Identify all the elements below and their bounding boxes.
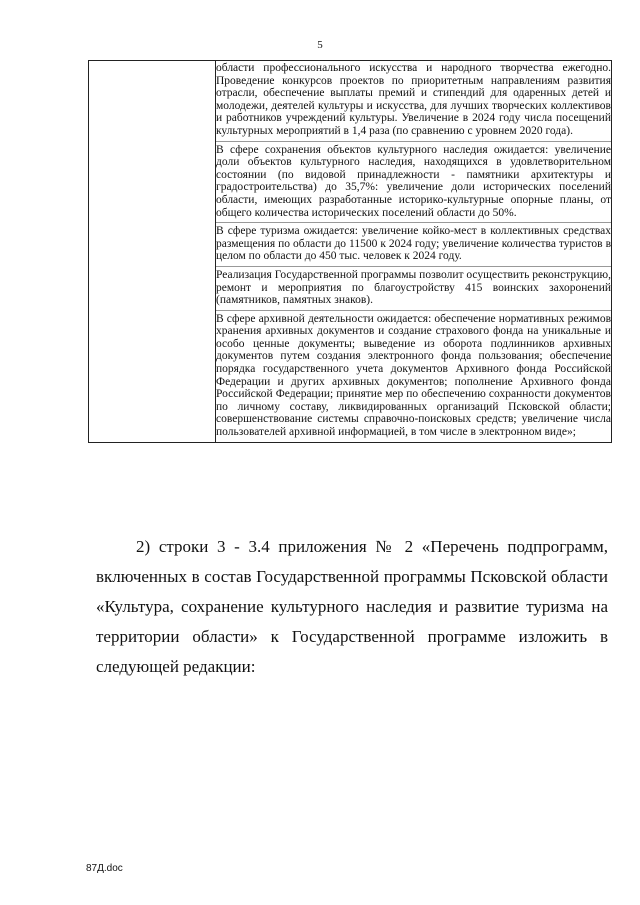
table-paragraph: В сфере архивной деятельности ожидается: обеспечение нормативных режимов хранения архивных документов и создание страхового фонда на уникальные и особо ценные документы; выведение из оборота подлинников архивных документов путем создания электронного фонда пользования; обеспечение порядка государственного учета документов Архивного фонда Российской Федерации и других архивных документов; пополнение Архивного фонда Российской Федерации; принятие мер по обеспечению сохранности документов по личному составу, ликвидированных организаций Псковской области; совершенствование системы справочно-поисковых средств; увеличение числа пользователей архивной информацией, в том числе в электронном виде»;	[216, 312, 611, 439]
continuation-table	[88, 60, 612, 443]
table-right-cell	[216, 61, 612, 443]
table-paragraph: В сфере туризма ожидается: увеличение койко-мест в коллективных средствах размещения по области до 11500 к 2024 году; увеличение количества туристов в целом по области до 450 тыс. человек к 2024 году.	[216, 223, 611, 267]
table-paragraph: области профессионального искусства и народного творчества ежегодно. Проведение конкурсов проектов по приоритетным направлениям развития отрасли, обеспечение выплаты премий и стипендий для одаренных детей и молодежи, деятелей культуры и искусства, для лучших творческих коллективов и работников учреждений культуры. Увеличение в 2024 году числа посещений культурных мероприятий в 1,4 раза (по сравнению с уровнем 2020 года).	[216, 61, 611, 142]
table-left-cell	[89, 61, 216, 443]
table-paragraph: В сфере сохранения объектов культурного наследия ожидается: увеличение доли объектов культурного наследия, находящихся в удовлетворительном состоянии (по видовой принадлежности - памятники архитектуры и градостроительства) до 35,7%: увеличение доли исторических поселений области, имеющих разработанные историко-культурные опорные планы, от общего количества исторических поселений области до 50%.	[216, 142, 611, 224]
file-name-footer: 87Д.doc	[86, 863, 123, 874]
body-paragraph: 2) строки 3 - 3.4 приложения № 2 «Перечень подпрограмм, включенных в состав Государственной программы Псковской области «Культура, сохранение культурного наследия и развитие туризма на территории области» к Государственной программе изложить в следующей редакции:	[96, 537, 608, 676]
table-paragraph: Реализация Государственной программы позволит осуществить реконструкцию, ремонт и мероприятия по благоустройству 415 воинских захоронений (памятников, памятных знаков).	[216, 267, 611, 311]
page-number: 5	[317, 39, 323, 51]
table-row	[89, 61, 612, 443]
